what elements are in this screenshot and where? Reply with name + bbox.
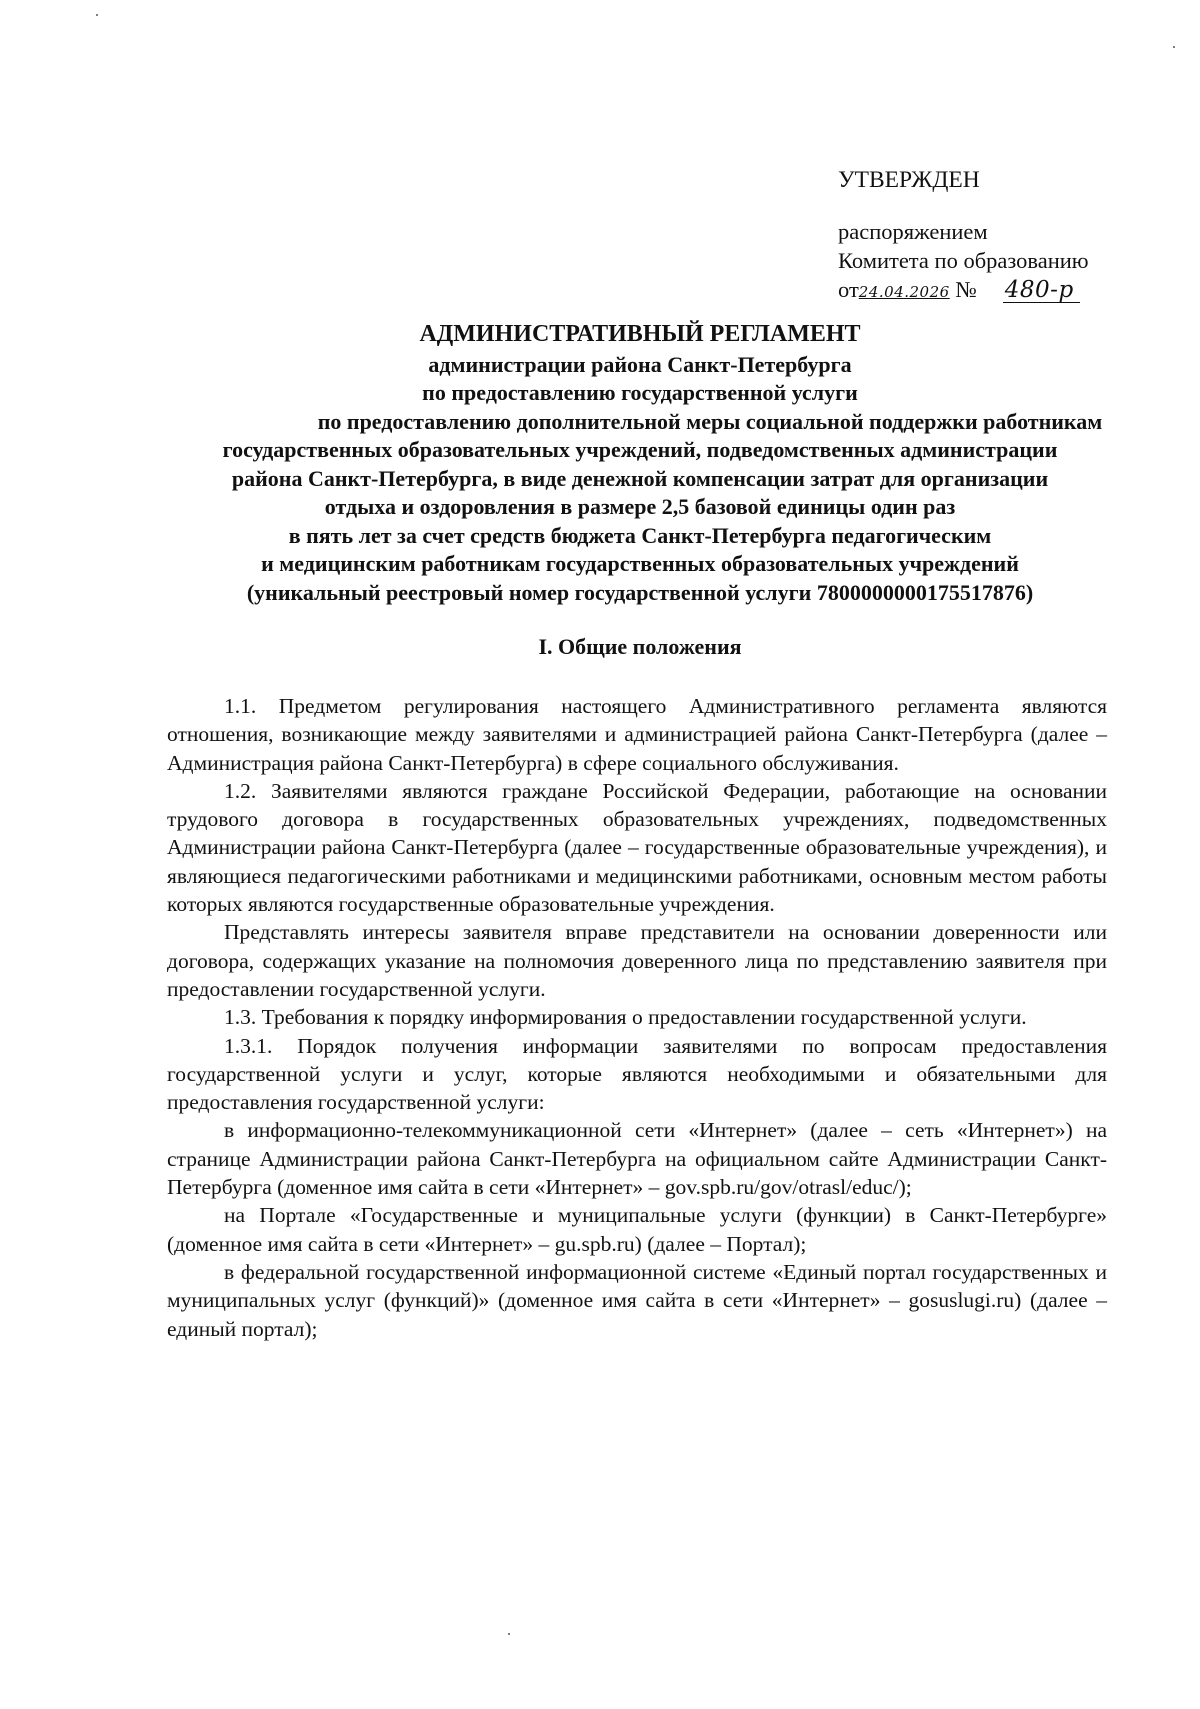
approval-title: УТВЕРЖДЕН bbox=[838, 167, 980, 193]
approval-date-number-line bbox=[838, 275, 1178, 307]
handwritten-date: 24.04.2026 bbox=[858, 283, 950, 301]
approval-line-committee: Комитета по образованию bbox=[838, 248, 1089, 273]
number-prefix: № bbox=[955, 277, 977, 302]
heading-line: и медицинским работникам государственных образовательных учреждений bbox=[261, 551, 1019, 576]
paragraph: в информационно-телекоммуникационной сети «Интернет» (далее – сеть «Интернет») на странице Администрации района Санкт-Петербурга на официальном сайте Администрации Санкт-Петербурга (доменное имя сайта в сети «Интернет» – gov.spb.ru/gov/otrasl/educ/); bbox=[167, 1118, 1107, 1200]
heading-line: государственных образовательных учреждений, подведомственных администрации bbox=[222, 437, 1058, 462]
heading-line: района Санкт-Петербурга, в виде денежной компенсации затрат для организации bbox=[231, 465, 1049, 491]
approval-stamp-block bbox=[838, 166, 1178, 307]
paragraph: 1.2. Заявителями являются граждане Российской Федерации, работающие на основании трудового договора в государственных образовательных учреждениях, подведомственных Администрации района Санкт-Петербурга (далее – государственные образовательные учреждения), и являющиеся педагогическими работниками и медицинскими работниками, основным местом работы которых являются государственные образовательные учреждения. bbox=[167, 778, 1107, 917]
heading-line: по предоставлению государственной услуги bbox=[422, 380, 858, 405]
heading-line: отдыха и оздоровления в размере 2,5 базовой единицы один раз bbox=[324, 494, 956, 519]
scan-speck bbox=[1173, 46, 1175, 48]
paragraph: 1.1. Предметом регулирования настоящего Административного регламента являются отношения, возникающие между заявителями и администрацией района Санкт-Петербурга (далее – Администрация района Санкт-Петербурга) в сфере социального обслуживания. bbox=[167, 694, 1107, 775]
heading-line: в пять лет за счет средств бюджета Санкт-Петербурга педагогическим bbox=[288, 522, 992, 548]
regulation-heading bbox=[160, 320, 1120, 607]
paragraph: на Портале «Государственные и муниципальные услуги (функции) в Санкт-Петербурге» (доменное имя сайта в сети «Интернет» – gu.spb.ru) (далее – Портал); bbox=[167, 1203, 1107, 1256]
paragraph: Представлять интересы заявителя вправе представители на основании доверенности или договора, содержащих указание на полномочия доверенного лица по представлению заявителя при предоставлении государственной услуги. bbox=[167, 920, 1107, 1001]
document-body bbox=[167, 692, 1107, 1343]
handwritten-number: 480-р bbox=[1003, 278, 1080, 303]
heading-line: по предоставлению дополнительной меры социальной поддержки работникам bbox=[317, 408, 1103, 434]
scan-speck bbox=[508, 1633, 510, 1635]
heading-line: администрации района Санкт-Петербурга bbox=[428, 351, 852, 377]
heading-line: (уникальный реестровый номер государственной услуги 7800000000175517876) bbox=[246, 579, 1034, 605]
date-prefix: от bbox=[838, 277, 859, 302]
approval-line-order: распоряжением bbox=[838, 219, 988, 244]
paragraph: 1.3.1. Порядок получения информации заявителями по вопросам предоставления государственной услуги и услуг, которые являются необходимыми и обязательными для предоставления государственной услуги: bbox=[167, 1033, 1107, 1115]
scan-speck bbox=[96, 14, 98, 16]
document-title: АДМИНИСТРАТИВНЫЙ РЕГЛАМЕНТ bbox=[419, 321, 861, 347]
paragraph: 1.3. Требования к порядку информирования о предоставлении государственной услуги. bbox=[224, 1005, 1027, 1030]
section-title: I. Общие положения bbox=[538, 634, 742, 659]
paragraph: в федеральной государственной информационной системе «Единый портал государственных и муниципальных услуг (функций)» (доменное имя сайта в сети «Интернет» – gosuslugi.ru) (далее – единый портал); bbox=[167, 1259, 1107, 1341]
